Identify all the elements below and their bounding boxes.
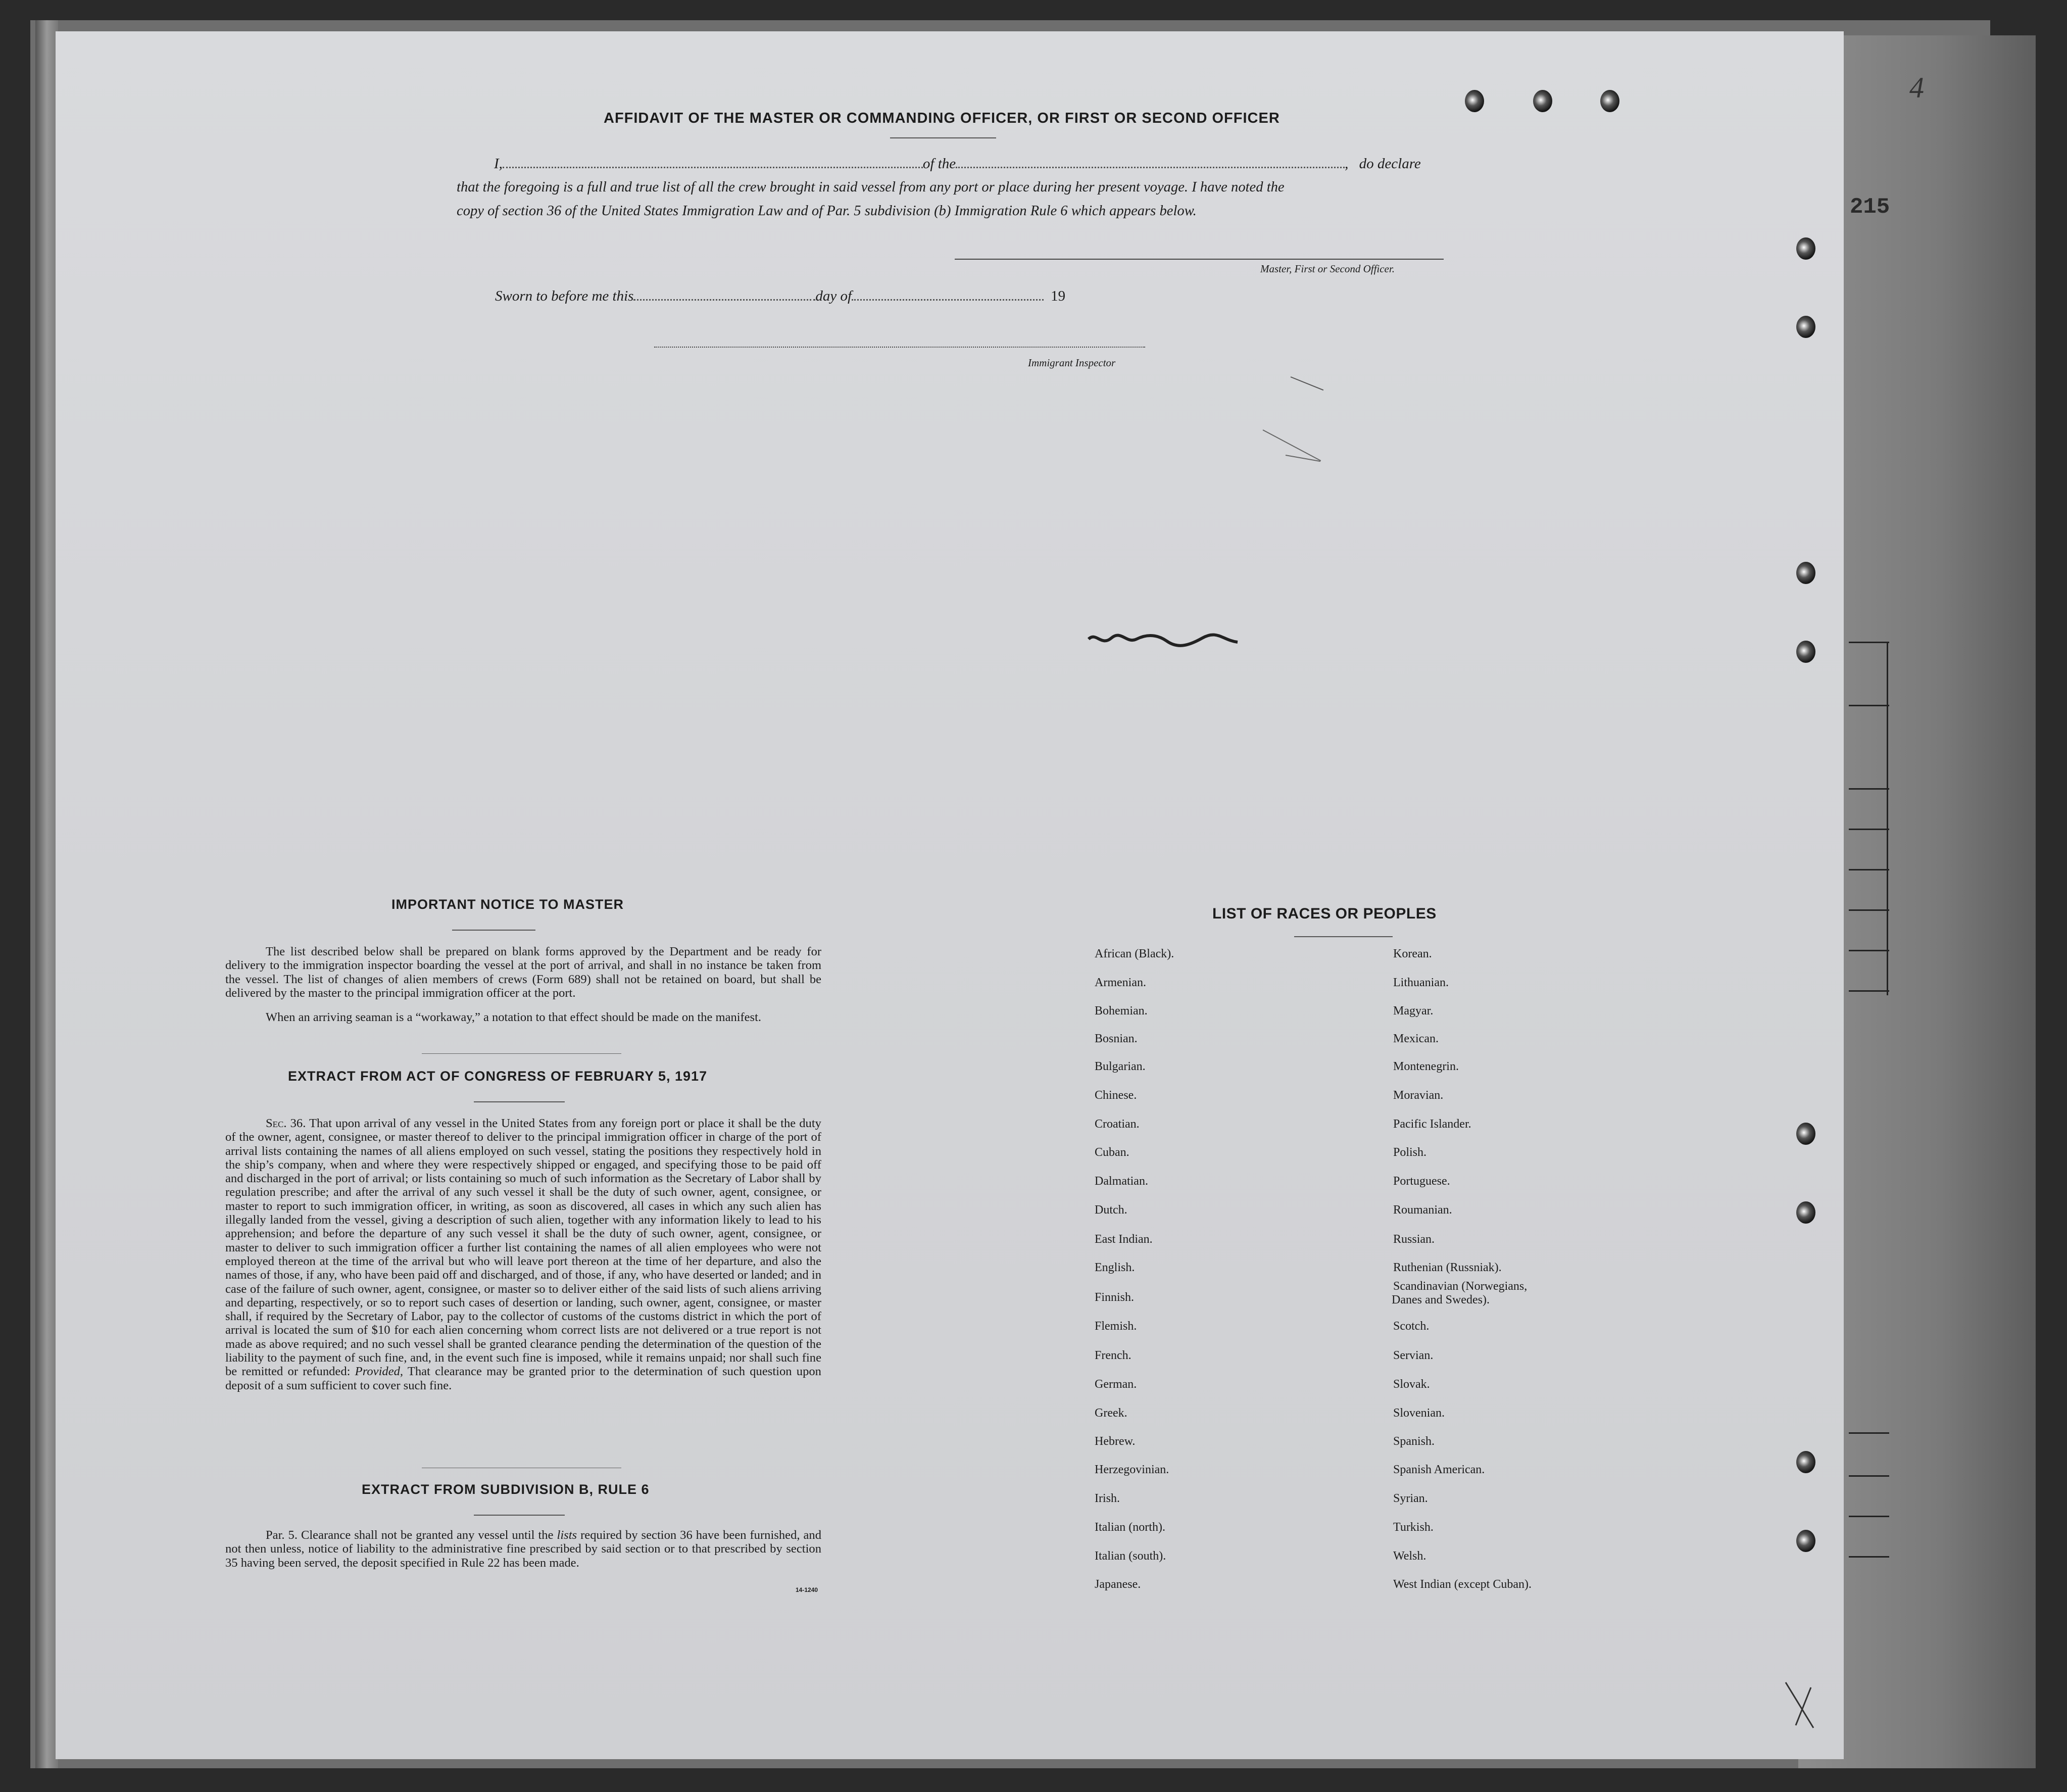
affidavit-i: I, — [494, 156, 503, 172]
affidavit-line2: that the foregoing is a full and true list of all the crew brought in said vessel from any port or place during her present voyage. I have noted the — [457, 179, 1285, 195]
race-item: Pacific Islander. — [1393, 1118, 1471, 1131]
punch-hole — [1600, 90, 1619, 112]
race-item: Italian (north). — [1095, 1521, 1165, 1534]
divider — [1294, 936, 1393, 937]
race-item: Servian. — [1393, 1349, 1434, 1362]
corner-pencil-mark — [1781, 1677, 1821, 1735]
divider — [474, 1515, 565, 1516]
punch-hole — [1796, 641, 1815, 663]
race-item: Danes and Swedes). — [1392, 1293, 1490, 1306]
punch-hole — [1796, 1451, 1815, 1473]
page-number: 4 — [1909, 71, 1924, 104]
race-item: Ruthenian (Russniak). — [1393, 1261, 1502, 1274]
race-item: Russian. — [1393, 1233, 1435, 1246]
race-item: Herzegovinian. — [1095, 1463, 1169, 1476]
race-item: Welsh. — [1393, 1549, 1426, 1563]
race-item: Hebrew. — [1095, 1435, 1136, 1448]
race-item: English. — [1095, 1261, 1135, 1274]
rule-text-a: Par. 5. Clearance shall not be granted any vessel until the — [266, 1528, 554, 1542]
punch-hole — [1796, 1123, 1815, 1145]
punch-hole — [1796, 316, 1815, 338]
affidavit-title: AFFIDAVIT OF THE MASTER OR COMMANDING OFFICER, OR FIRST OR SECOND OFFICER — [604, 110, 1280, 126]
section-body: That upon arrival of any vessel in the United States from any foreign port or place it shall be the duty of the owner, agent, consignee, or master thereof to deliver to the principal immigration officer in charge of the port of arrival lists containing the names of all aliens employed on such vessel, stating the positions they respectively hold in the ship’s company, when and where they were respectively shipped or engaged, and specifying those to be paid off and discharged in the port of arrival; or lists containing so much of such information as the Secretary of Labor shall by regulation prescribe; and after the arrival of any such vessel it shall be the duty of such owner, agent, consignee, or master to report to such immigration officer, in writing, as soon as discovered, all cases in which any such alien has illegally landed from the vessel, giving a description of such alien, together with any information likely to lead to his apprehension; and before the departure of any such vessel it shall be the duty of such owner, agent, consignee, or master to deliver to such immigration officer a further list containing the names of all alien employees who were not employed thereon at the time of the arrival but who will leave port thereon at the time of her departure, and also the names of those, if any, who have been paid off and discharged, and of those, if any, who have deserted or landed; and in case of the failure of such owner, agent, consignee, or master so to deliver either of the said lists of such aliens arriving and departing, respectively, or so to report such cases of desertion or landing, such owner, agent, consignee, or master shall, if required by the Secretary of Labor, pay to the collector of customs of the customs district in which the port of arrival is located the sum of $10 for each alien concerning whom correct lists are not delivered or a true report is not made as above required; and no such vessel shall be granted clearance pending the determination of the question of the liability to the payment of such fine, and, in the event such fine is imposed, while it remains unpaid; nor shall such fine be remitted or refunded: — [225, 1117, 821, 1379]
races-title: LIST OF RACES OR PEOPLES — [1212, 905, 1437, 922]
affidavit-of-the: of the — [922, 156, 956, 172]
race-item: Italian (south). — [1095, 1549, 1166, 1563]
race-item: Irish. — [1095, 1492, 1120, 1505]
race-item: Finnish. — [1095, 1291, 1135, 1304]
ink-scribble — [1086, 629, 1240, 649]
master-signature-line[interactable] — [955, 259, 1444, 260]
sworn-line — [495, 288, 1065, 305]
extract-act-text — [225, 1117, 821, 1392]
race-item: Bulgarian. — [1095, 1060, 1146, 1073]
section-label: Sec. 36. — [266, 1117, 306, 1130]
race-item: Bosnian. — [1095, 1032, 1138, 1045]
race-item: West Indian (except Cuban). — [1393, 1578, 1532, 1591]
affidavit-do-declare: do declare — [1359, 156, 1421, 172]
rule-text-b: required by section 36 have been furnished, and not then unless, notice of liability to the administrative fine prescribed by said section or to that prescribed by section 35 having been served, the deposit specified in Rule 22 has been made. — [225, 1528, 821, 1570]
race-item: African (Black). — [1095, 947, 1174, 960]
race-item: Scotch. — [1393, 1320, 1430, 1333]
extract-rule-text — [225, 1528, 821, 1570]
punch-hole — [1796, 237, 1815, 260]
race-item: Roumanian. — [1393, 1203, 1452, 1217]
race-item: Korean. — [1393, 947, 1432, 960]
rule-lists-term: lists — [557, 1528, 577, 1542]
race-item: Japanese. — [1095, 1578, 1141, 1591]
divider — [890, 137, 996, 138]
extract-act-title: EXTRACT FROM ACT OF CONGRESS OF FEBRUARY 5, 1917 — [288, 1069, 708, 1084]
race-item: Spanish. — [1393, 1435, 1435, 1448]
race-item: Flemish. — [1095, 1320, 1137, 1333]
race-item: Chinese. — [1095, 1089, 1137, 1102]
vessel-name-field[interactable] — [956, 167, 1345, 168]
affidavit-line3: copy of section 36 of the United States Immigration Law and of Par. 5 subdivision (b) Immigration Rule 6 which appears below. — [457, 203, 1197, 219]
binding-edge — [35, 20, 58, 1768]
race-item: Moravian. — [1393, 1089, 1444, 1102]
inspector-caption: Immigrant Inspector — [1028, 357, 1116, 369]
race-item: Dutch. — [1095, 1203, 1127, 1217]
affidavit-line1: I, of the , do declare — [494, 156, 1421, 172]
number-fragment: 215 — [1850, 195, 1890, 220]
sworn-month-field[interactable] — [852, 299, 1044, 301]
divider — [452, 930, 535, 931]
notice-title: IMPORTANT NOTICE TO MASTER — [391, 897, 624, 912]
punch-hole — [1796, 1530, 1815, 1552]
master-signature-caption: Master, First or Second Officer. — [1260, 263, 1395, 275]
race-item: Slovak. — [1393, 1378, 1430, 1391]
divider — [474, 1101, 565, 1102]
extract-rule-title: EXTRACT FROM SUBDIVISION B, RULE 6 — [362, 1482, 650, 1497]
race-item: Montenegrin. — [1393, 1060, 1459, 1073]
race-item: Portuguese. — [1393, 1175, 1450, 1188]
race-item: Greek. — [1095, 1407, 1127, 1420]
race-item: Mexican. — [1393, 1032, 1439, 1045]
sworn-day-field[interactable] — [633, 299, 815, 301]
sworn-day-of: day of — [815, 288, 852, 304]
race-item: East Indian. — [1095, 1233, 1153, 1246]
sworn-year: 19 — [1051, 288, 1066, 304]
race-item: German. — [1095, 1378, 1137, 1391]
race-item: Syrian. — [1393, 1492, 1428, 1505]
race-item: Armenian. — [1095, 976, 1146, 989]
race-item: Polish. — [1393, 1146, 1427, 1159]
race-item: Cuban. — [1095, 1146, 1129, 1159]
race-item: Dalmatian. — [1095, 1175, 1148, 1188]
form-number: 14-1240 — [796, 1586, 818, 1593]
punch-hole — [1533, 90, 1552, 112]
race-item: Croatian. — [1095, 1118, 1140, 1131]
master-name-field[interactable] — [503, 167, 923, 168]
punch-hole — [1796, 1201, 1815, 1224]
race-item: Lithuanian. — [1393, 976, 1449, 989]
punch-hole — [1796, 562, 1815, 584]
sworn-prefix: Sworn to before me this — [495, 288, 634, 304]
race-item: Spanish American. — [1393, 1463, 1485, 1476]
race-item: Bohemian. — [1095, 1004, 1148, 1018]
punch-hole — [1465, 90, 1484, 112]
race-item: Slovenian. — [1393, 1407, 1445, 1420]
notice-paragraph-2: When an arriving seaman is a “workaway,” a notation to that effect should be made on the manifest. — [266, 1010, 762, 1024]
notice-paragraph-1: The list described below shall be prepared on blank forms approved by the Department and be ready for delivery to the immigration inspector boarding the vessel at the port of arrival, and shall in no instance be taken from the vessel. The list of changes of alien members of crews (Form 689) shall not be retained on board, but shall be delivered by the master to the principal immigration officer at the port. — [225, 945, 821, 1000]
race-item: French. — [1095, 1349, 1131, 1362]
section-body-end: That clearance may be granted prior to the determination of such question upon deposit of a sum sufficient to cover such fine. — [225, 1365, 821, 1392]
race-item: Turkish. — [1393, 1521, 1434, 1534]
provided-term: Provided, — [355, 1365, 404, 1379]
race-item: Scandinavian (Norwegians, — [1393, 1280, 1528, 1293]
divider — [422, 1053, 621, 1054]
inspector-signature-line[interactable] — [654, 347, 1145, 348]
race-item: Magyar. — [1393, 1004, 1434, 1018]
